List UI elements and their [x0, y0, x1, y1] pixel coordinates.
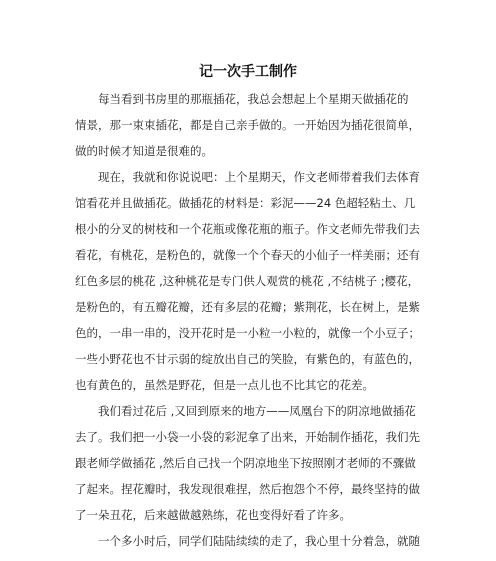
- paragraph-3-line-4: 了起来。捏花瓣时，我发现很难捏，然后抱怨个不停，最终坚持的做: [75, 482, 420, 496]
- paragraph-2-line-6: 是粉色的，有五瓣花瓣，还有多层的花瓣；紫荆花，长在树上，是紫: [75, 300, 420, 314]
- paragraph-3-line-5: 了一朵丑花，后来越做越熟练，花也变得好看了许多。: [75, 508, 351, 522]
- paragraph-2-line-8: 一些小野花也不甘示弱的绽放出自己的笑脸，有紫色的，有蓝色的，: [75, 352, 420, 366]
- paragraph-2-line-5: 红色多层的桃花 ,这种桃花是专门供人观赏的桃花 ,不结桃子 ;樱花，: [75, 274, 420, 288]
- paragraph-1-line-2: 情景，那一束束插花，都是自己亲手做的。一开始因为插花很简单，: [75, 118, 420, 132]
- paragraph-2-line-7: 色的，一串一串的，没开花时是一小粒一小粒的，就像一个小豆子；: [75, 326, 420, 340]
- paragraph-3-line-2: 去了。我们把一小袋一小袋的彩泥拿了出来，开始制作插花，我们先: [75, 430, 420, 444]
- paragraph-2-line-3: 根小的分叉的树枝和一个花瓶或像花瓶的瓶子。作文老师先带我们去: [75, 222, 420, 236]
- paragraph-2-line-9: 也有黄色的，虽然是野花，但是一点儿也不比其它的花差。: [75, 378, 374, 392]
- paragraph-1-line-3: 做的时候才知道是很难的。: [75, 144, 213, 158]
- paragraph-2-line-1: 现在，我就和你说说吧：上个星期天，作文老师带着我们去体育: [98, 170, 420, 184]
- paragraph-4-line-1: 一个多小时后，同学们陆陆续续的走了，我心里十分着急，就随: [98, 534, 420, 548]
- paragraph-3-line-1: 我们看过花后 ,又回到原来的地方——凤凰台下的阴凉地做插花: [98, 404, 416, 418]
- document-title: 记一次手工制作: [199, 64, 297, 80]
- paragraph-1-line-1: 每当看到书房里的那瓶插花，我总会想起上个星期天做插花的: [98, 92, 409, 106]
- paragraph-2-line-4: 看花，有桃花，是粉色的，就像一个个春天的小仙子一样美丽；还有: [75, 248, 420, 262]
- paragraph-3-line-3: 跟老师学做插花 ,然后自己找一个阴凉地坐下按照刚才老师的不骤做: [75, 456, 416, 470]
- paragraph-2-line-2: 馆看花并且做插花。做插花的材料是：彩泥——24 色超轻粘土、几: [75, 196, 416, 210]
